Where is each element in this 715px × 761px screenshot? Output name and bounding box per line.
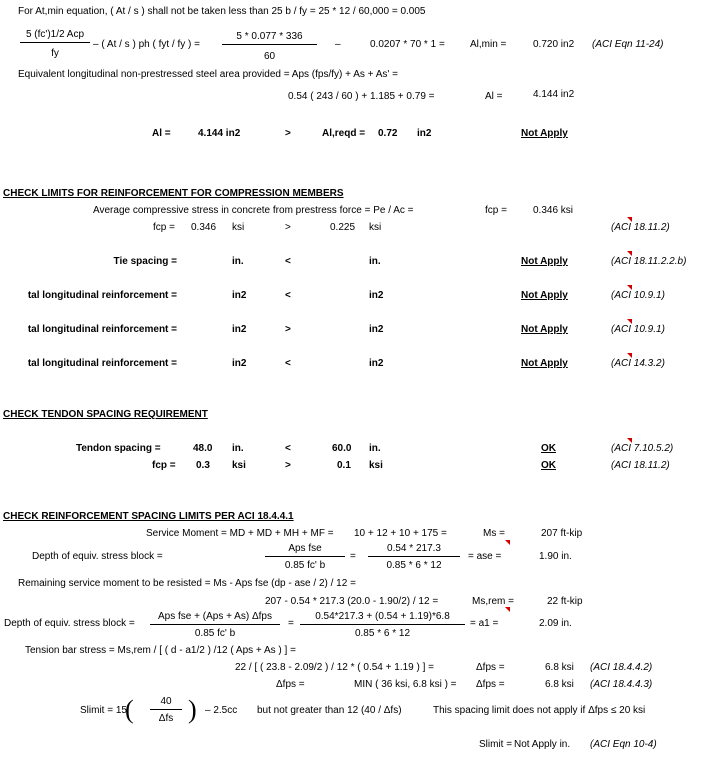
al-label: Al =: [485, 91, 503, 102]
stress-block-num-values: 0.54 * 217.3: [387, 543, 441, 554]
atmin-den-values: 60: [263, 51, 276, 62]
atmin-num-values: 5 * 0.077 * 336: [236, 31, 303, 42]
fcp-label: fcp =: [152, 460, 176, 471]
status-badge: Not Apply: [521, 290, 568, 301]
aci-ref: (ACI 14.3.2): [611, 358, 665, 369]
service-moment-values: 10 + 12 + 10 + 175 =: [354, 528, 447, 539]
equals-sign: =: [350, 551, 356, 562]
comment-flag-icon[interactable]: [627, 217, 632, 222]
status-badge: Not Apply: [521, 128, 568, 139]
ms-value: 207 ft-kip: [541, 528, 583, 539]
dfps-label: Δfps =: [476, 662, 505, 673]
dfps-min-values: MIN ( 36 ksi, 6.8 ksi ) =: [354, 679, 457, 690]
unit: ksi: [369, 222, 382, 233]
minus-sign: –: [335, 39, 341, 50]
section-header-spacing: CHECK REINFORCEMENT SPACING LIMITS PER ACI 18.4.4.1: [3, 511, 294, 522]
unit: in.: [232, 443, 244, 454]
aci-ref: (ACI 18.11.2.2.b): [611, 256, 687, 267]
aci-ref: (ACI 10.9.1): [611, 290, 665, 301]
fraction-bar: [265, 556, 345, 557]
al-value: 4.144 in2: [533, 89, 575, 100]
msrem-label: Ms,rem =: [472, 596, 514, 607]
operator: >: [285, 128, 291, 139]
fcp-value: 0.3: [196, 460, 210, 471]
stress-block-den: 0.85 fc' b: [194, 628, 236, 639]
operator: <: [285, 256, 291, 267]
ase-value: 1.90 in.: [539, 551, 572, 562]
operator: <: [285, 443, 291, 454]
service-moment-line: Service Moment = MD + MD + MH + MF =: [146, 528, 334, 539]
equals-sign: =: [288, 618, 294, 629]
fraction-bar: [368, 556, 460, 557]
equiv-steel-values: 0.54 ( 243 / 60 ) + 1.185 + 0.79 =: [288, 91, 435, 102]
unit: ksi: [232, 222, 245, 233]
atmin-term2: 0.0207 * 70 * 1 =: [370, 39, 445, 50]
al-check-label: Al =: [152, 128, 171, 139]
slimit-den: Δfs: [158, 713, 174, 724]
stress-block-den-values: 0.85 * 6 * 12: [354, 628, 411, 639]
unit: in2: [232, 290, 247, 301]
tendon-spacing-label: Tendon spacing =: [76, 443, 161, 454]
limit-value: 0.1: [337, 460, 351, 471]
dfps-value: 6.8 ksi: [545, 679, 574, 690]
aci-ref: (ACI 7.10.5.2): [611, 443, 674, 454]
atmin-denominator: fy: [51, 48, 59, 59]
dfps-value: 6.8 ksi: [545, 662, 574, 673]
comment-flag-icon[interactable]: [505, 607, 510, 612]
unit: in.: [369, 443, 381, 454]
alreqd-value: 0.72: [378, 128, 398, 139]
unit: ksi: [232, 460, 246, 471]
aci-ref: (ACI 18.4.4.2): [590, 662, 653, 673]
fraction-bar: [150, 709, 182, 710]
unit: in2: [232, 358, 247, 369]
almin-label: Al,min =: [470, 39, 507, 50]
comment-flag-icon[interactable]: [505, 540, 510, 545]
tension-bar-stress-line: Tension bar stress = Ms,rem / [ ( d - a1/2 ) /12 ( Aps + As ) ] =: [25, 645, 296, 656]
ms-label: Ms =: [483, 528, 505, 539]
comp-row-label: tal longitudinal reinforcement =: [27, 290, 177, 301]
fcp-value: 0.346 ksi: [533, 205, 574, 216]
atmin-term: – ( At / s ) ph ( fyt / fy ) =: [93, 39, 200, 50]
a1-label: = a1 =: [470, 618, 499, 629]
msrem-value: 22 ft-kip: [547, 596, 583, 607]
close-paren: ): [188, 695, 197, 724]
aci-ref: (ACI 18.11.2): [611, 460, 670, 471]
al-check-value: 4.144 in2: [198, 128, 241, 139]
fcp-label: fcp =: [153, 222, 175, 233]
aci-ref: (ACI 18.11.2): [611, 222, 670, 233]
fraction-bar: [222, 44, 317, 45]
comment-flag-icon[interactable]: [627, 251, 632, 256]
remaining-moment-values: 207 - 0.54 * 217.3 (20.0 - 1.90/2) / 12 =: [265, 596, 439, 607]
section-header-compression: CHECK LIMITS FOR REINFORCEMENT FOR COMPRESSION MEMBERS: [3, 188, 344, 199]
stress-block-num: Aps fse + (Aps + As) Δfps: [158, 611, 272, 622]
unit: ksi: [369, 460, 383, 471]
operator: <: [285, 358, 291, 369]
unit: in2: [369, 358, 384, 369]
unit: in.: [369, 256, 381, 267]
stress-block-label: Depth of equiv. stress block =: [32, 551, 163, 562]
aci-ref: (ACI 18.4.4.3): [590, 679, 653, 690]
unit: in2: [369, 324, 384, 335]
fraction-bar: [20, 42, 90, 43]
slimit-equation-label: Slimit = 15: [80, 705, 127, 716]
slimit-upper-bound: but not greater than 12 (40 / Δfs): [257, 705, 402, 716]
comp-row-label: tal longitudinal reinforcement =: [27, 358, 177, 369]
remaining-moment-line: Remaining service moment to be resisted = Ms - Aps fse (dp - ase / 2) / 12 =: [18, 578, 356, 589]
open-paren: (: [125, 695, 134, 724]
equiv-steel-line: Equivalent longitudinal non-prestressed steel area provided = Aps (fps/fy) + As + As' =: [18, 69, 398, 80]
slimit-value: Not Apply in.: [514, 739, 571, 750]
section-header-tendon: CHECK TENDON SPACING REQUIREMENT: [3, 409, 208, 420]
alreqd-label: Al,reqd =: [322, 128, 366, 139]
unit: in2: [369, 290, 384, 301]
fcp-label: fcp =: [485, 205, 507, 216]
comp-row-label: tal longitudinal reinforcement =: [27, 324, 177, 335]
status-badge: Not Apply: [521, 324, 568, 335]
slimit-label: Slimit =: [479, 739, 513, 750]
status-badge: OK: [541, 460, 556, 471]
limit-value: 60.0: [332, 443, 352, 454]
aci-ref: (ACI Eqn 11-24): [592, 39, 664, 50]
operator: >: [285, 460, 291, 471]
tendon-spacing-value: 48.0: [193, 443, 213, 454]
operator: >: [285, 222, 291, 233]
fraction-bar: [150, 624, 280, 625]
comment-flag-icon[interactable]: [627, 438, 632, 443]
tension-bar-stress-values: 22 / [ ( 23.8 - 2.09/2 ) / 12 * ( 0.54 + 1.19 ) ] =: [235, 662, 435, 673]
fcp-value: 0.346: [191, 222, 217, 233]
stress-block-den-values: 0.85 * 6 * 12: [386, 560, 442, 571]
stress-block-num-values: 0.54*217.3 + (0.54 + 1.19)*6.8: [315, 611, 450, 622]
comment-flag-icon[interactable]: [627, 319, 632, 324]
fraction-bar: [300, 624, 465, 625]
unit: in.: [232, 256, 244, 267]
aci-ref: (ACI Eqn 10-4): [590, 739, 657, 750]
alreqd-unit: in2: [417, 128, 432, 139]
unit: in2: [232, 324, 247, 335]
limit-value: 0.225: [330, 222, 356, 233]
atmin-equation-line: For At,min equation, ( At / s ) shall not be taken less than 25 b / fy = 25 * 12 / 60,000 = 0.005: [18, 6, 426, 17]
avg-compressive-stress-line: Average compressive stress in concrete from prestress force = Pe / Ac =: [93, 205, 414, 216]
dfps-label: Δfps =: [276, 679, 305, 690]
dfps-label: Δfps =: [476, 679, 505, 690]
operator: >: [285, 324, 291, 335]
ase-label: = ase =: [468, 551, 502, 562]
comment-flag-icon[interactable]: [627, 285, 632, 290]
a1-value: 2.09 in.: [539, 618, 572, 629]
status-badge: OK: [541, 443, 556, 454]
stress-block-num: Aps fse: [288, 543, 322, 554]
comp-row-label: Tie spacing =: [113, 256, 177, 267]
slimit-num: 40: [160, 696, 172, 707]
status-badge: Not Apply: [521, 358, 568, 369]
stress-block-den: 0.85 fc' b: [284, 560, 326, 571]
atmin-numerator: 5 (fc')1/2 Acp: [25, 29, 85, 40]
comment-flag-icon[interactable]: [627, 353, 632, 358]
status-badge: Not Apply: [521, 256, 568, 267]
aci-ref: (ACI 10.9.1): [611, 324, 665, 335]
slimit-note: This spacing limit does not apply if Δfps ≤ 20 ksi: [433, 705, 646, 716]
operator: <: [285, 290, 291, 301]
stress-block-label: Depth of equiv. stress block =: [4, 618, 135, 629]
slimit-cover-term: – 2.5cc: [205, 705, 238, 716]
almin-value: 0.720 in2: [533, 39, 575, 50]
